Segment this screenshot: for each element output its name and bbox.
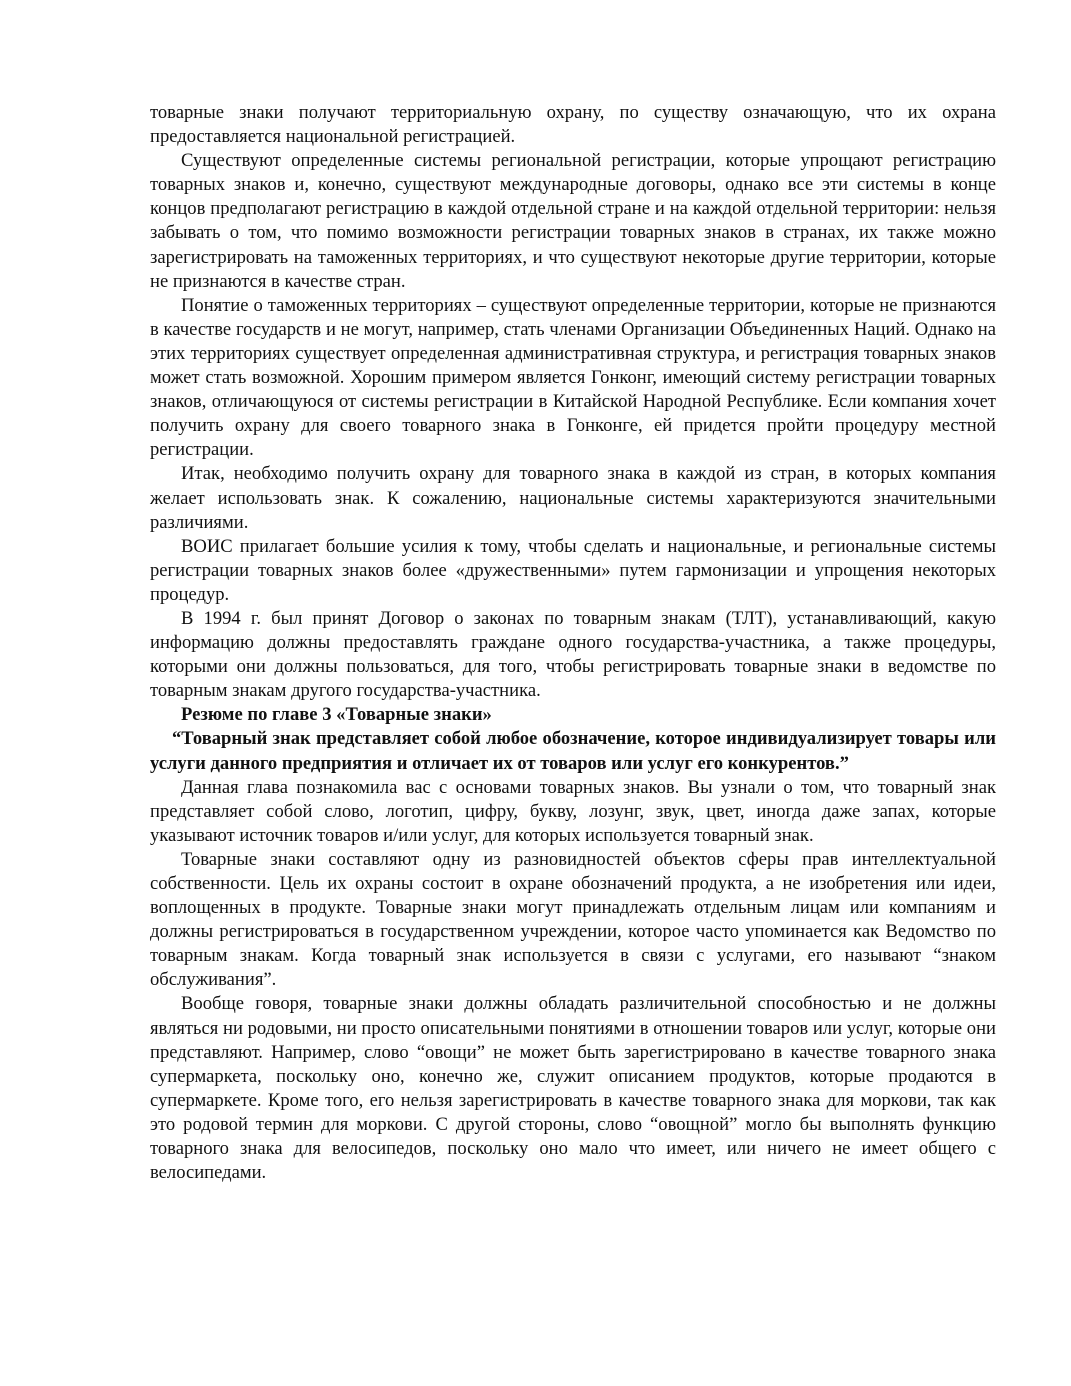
paragraph-customs-territories: Понятие о таможенных территориях – существуют определенные территории, которые не признаются в качестве государств и не могут, например, стать членами Организации Объединенных Наций. Однако на этих территориях существует определенная административная структура, и регистрация товарных знаков может стать возможной. Хорошим примером является Гонконг, имеющий систему регистрации товарных знаков, отличающуюся от системы регистрации в Китайской Народной Республике. Если компания хочет получить охрану для своего товарного знака в Гонконге, ей придется пройти процедуру местной регистрации. <box>150 294 996 461</box>
paragraph-protection-each-country: Итак, необходимо получить охрану для товарного знака в каждой из стран, в которых компания желает использовать знак. К сожалению, национальные системы характеризуются значительными различиями. <box>150 463 996 533</box>
paragraph-distinctiveness: Вообще говоря, товарные знаки должны обладать различительной способностью и не должны являться ни родовыми, ни просто описательными понятиями в отношении товаров или услуг, которые они представляют. Например, слово “овощи” не может быть зарегистрировано в качестве товарного знака супермаркета, поскольку оно, конечно же, служит описанием продуктов, которые продаются в супермаркете. Кроме того, его нельзя зарегистрировать в качестве товарного знака для моркови, так как это родовой термин для моркови. С другой стороны, слово “овощной” могло бы выполнять функцию товарного знака для велосипедов, поскольку оно мало что имеет, или ничего не имеет общего с велосипедами. <box>150 993 996 1184</box>
paragraph-tlt-treaty: В 1994 г. был принят Договор о законах по товарным знакам (ТЛТ), устанавливающий, какую информацию должны предоставлять граждане одного государства-участника, а также процедуры, которыми они должны пользоваться, для того, чтобы регистрировать товарные знаки в ведомстве по товарным знакам другого государства-участника. <box>150 607 996 702</box>
definition-quote: “Товарный знак представляет собой любое обозначение, которое индивидуализирует товары или услуги данного предприятия и отличает их от товаров или услуг его конкурентов.” <box>150 728 996 774</box>
section-heading: Резюме по главе 3 «Товарные знаки» <box>181 704 492 726</box>
paragraph-regional-systems: Существуют определенные системы региональной регистрации, которые упрощают регистрацию товарных знаков и, конечно, существуют международные договоры, однако все эти системы в конце концов предполагают регистрацию в каждой отдельной стране и на каждой отдельной территории: нельзя забывать о том, что помимо возможности регистрации товарных знаков в странах, их также можно зарегистрировать на таможенных территориях, и что существуют некоторые другие территории, которые не признаются в качестве стран. <box>150 150 996 292</box>
document-page <box>150 101 996 1185</box>
paragraph-chapter-summary: Данная глава познакомила вас с основами товарных знаков. Вы узнали о том, что товарный знак представляет собой слово, логотип, цифру, букву, лозунг, звук, цвет, иногда даже запах, которые указывают источник товаров и/или услуг, для которых используется товарный знак. <box>150 776 996 846</box>
paragraph-wipo-efforts: ВОИС прилагает большие усилия к тому, чтобы сделать и национальные, и региональные системы регистрации товарных знаков более «дружественными» путем гармонизации и упрощения некоторых процедур. <box>150 535 996 605</box>
paragraph-continuation: товарные знаки получают территориальную охрану, по существу означающую, что их охрана предоставляется национальной регистрацией. <box>150 102 996 148</box>
paragraph-ip-objects: Товарные знаки составляют одну из разновидностей объектов сферы прав интеллектуальной собственности. Цель их охраны состоит в охране обозначений продукта, а не изобретения или идеи, воплощенных в продукте. Товарные знаки могут принадлежать отдельным лицам или компаниям и должны регистрироваться в государственном учреждении, которое часто упоминается как Ведомство по товарным знакам. Когда товарный знак используется в связи с услугами, его называют “знаком обслуживания”. <box>150 848 996 991</box>
